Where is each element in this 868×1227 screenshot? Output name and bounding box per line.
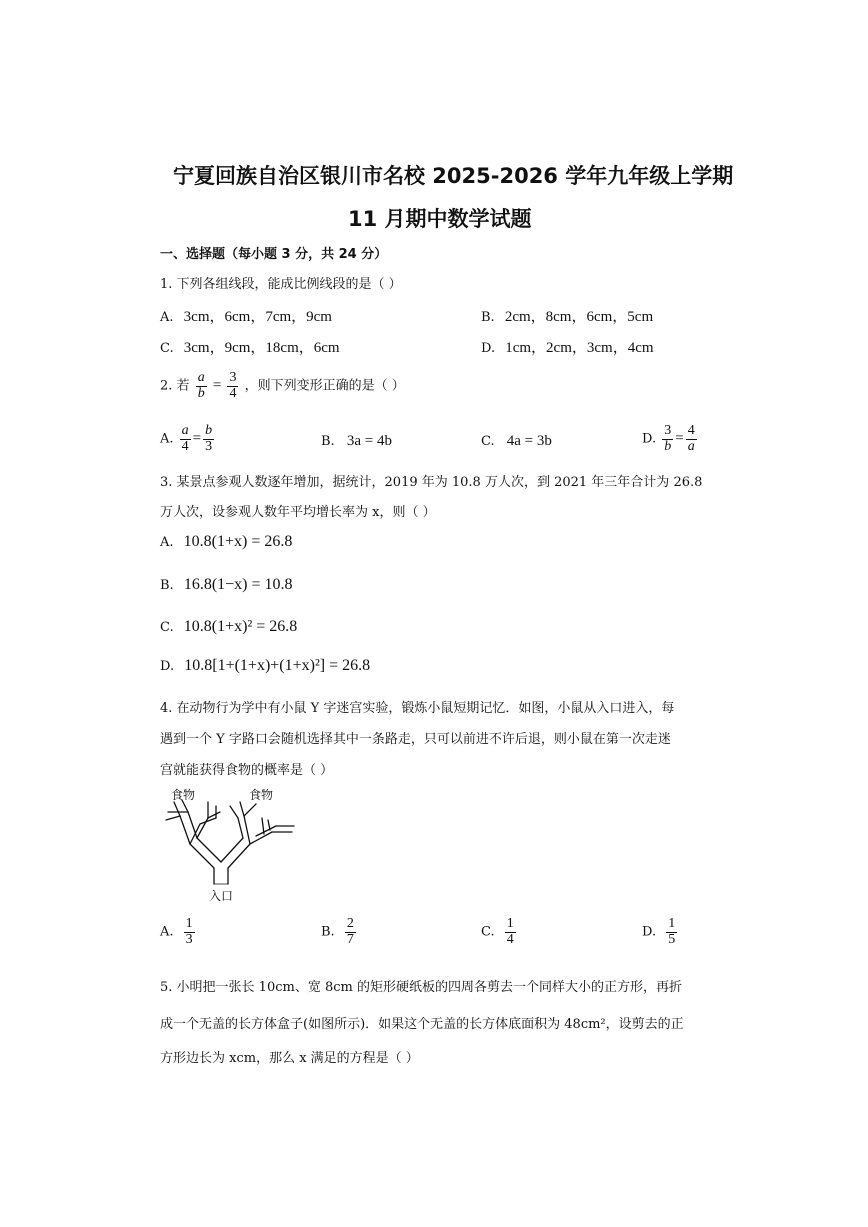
- option-label: B.: [321, 434, 335, 449]
- q4-stem-line3: 宫就能获得食物的概率是（ ）: [160, 763, 334, 778]
- option-text: 16.8(1−x) = 10.8: [183, 576, 293, 593]
- q2-option-a: A. $\frac{a}{4}$ = $\frac{b}{3}$: [160, 423, 213, 454]
- q3-stem-line2: 万人次，设参观人数年平均增长率为 x，则（ ）: [160, 505, 436, 520]
- q1-option-b: [481, 305, 653, 326]
- option-label: D.: [642, 924, 657, 940]
- q1-stem: 1. 下列各组线段，能成比例线段的是（ ）: [160, 277, 402, 292]
- q2-prefix: 2. 若: [160, 378, 190, 394]
- q2-cond-frac-a: $\frac{a}{b}$: [197, 370, 205, 401]
- q2-option-d: D. $\frac{3}{b}$ = $\frac{4}{a}$: [642, 423, 695, 454]
- q3-option-d: [160, 657, 370, 675]
- q2-suffix: ，则下列变形正确的是（ ）: [244, 378, 405, 394]
- q4-option-b: B. $\frac{2}{7}$: [321, 916, 354, 947]
- option-label: C.: [160, 620, 174, 635]
- food-label-left: 食物: [171, 788, 196, 802]
- option-label: B.: [481, 310, 495, 325]
- q2-option-c: [481, 433, 552, 450]
- food-label-right: 食物: [249, 788, 274, 802]
- entrance-label: 入口: [209, 889, 234, 903]
- q5-stem-line2: 成一个无盖的长方体盒子(如图所示)．如果这个无盖的长方体底面积为 48cm²，设剪去的正: [160, 1017, 684, 1032]
- option-label: C.: [481, 434, 495, 449]
- option-label: C.: [481, 924, 495, 940]
- option-text: 3cm，6cm，7cm，9cm: [183, 309, 332, 325]
- option-text: 10.8(1+x) = 26.8: [183, 533, 293, 550]
- section-heading: 一、选择题（每小题 3 分，共 24 分）: [160, 247, 388, 262]
- option-label: A.: [160, 535, 174, 550]
- option-text: 3a = 4b: [346, 433, 392, 449]
- q4-option-a: A. $\frac{1}{3}$: [160, 916, 193, 947]
- q4-stem-line1: 4. 在动物行为学中有小鼠 Y 字迷宫实验，锻炼小鼠短期记忆．如图，小鼠从入口进入，每: [160, 701, 675, 716]
- q2-option-b: [321, 433, 392, 450]
- q3-option-a: [160, 533, 292, 551]
- q4-stem-line2: 遇到一个 Y 字路口会随机选择其中一条路走，只可以前进不许后退，则小鼠在第一次走迷: [160, 732, 671, 747]
- option-label: B.: [160, 578, 174, 593]
- option-text: 10.8(1+x)² = 26.8: [183, 618, 298, 635]
- q1-option-c: [160, 336, 340, 357]
- option-text: 10.8[1+(1+x)+(1+x)²] = 26.8: [184, 657, 371, 674]
- q4-option-c: C. $\frac{1}{4}$: [481, 916, 514, 947]
- q2-stem: [160, 371, 405, 401]
- option-label: A.: [160, 310, 174, 325]
- option-label: A.: [160, 431, 174, 447]
- doc-title-line1: 宁夏回族自治区银川市名校 2025-2026 学年九年级上学期: [173, 164, 734, 188]
- option-label: D.: [481, 341, 496, 356]
- q5-stem-line3: 方形边长为 xcm，那么 x 满足的方程是（ ）: [160, 1051, 419, 1066]
- option-label: A.: [160, 924, 174, 940]
- option-text: 3cm，9cm，18cm，6cm: [183, 340, 340, 356]
- option-label: D.: [160, 659, 175, 674]
- q1-option-a: [160, 305, 332, 326]
- q3-option-c: [160, 618, 297, 636]
- q4-option-d: D. $\frac{1}{5}$: [642, 916, 676, 947]
- option-text: 1cm，2cm，3cm，4cm: [505, 340, 654, 356]
- q3-option-b: [160, 576, 293, 594]
- option-label: C.: [160, 341, 174, 356]
- q5-stem-line1: 5. 小明把一张长 10cm、宽 8cm 的矩形硬纸板的四周各剪去一个同样大小的正方形，再折: [160, 980, 682, 995]
- option-text: 2cm，8cm，6cm，5cm: [504, 309, 654, 325]
- option-text: 4a = 3b: [506, 433, 552, 449]
- option-label: B.: [321, 924, 335, 940]
- equals-sign: =: [212, 377, 222, 394]
- doc-title-line2: 11 月期中数学试题: [348, 207, 532, 231]
- q1-option-d: [481, 336, 654, 357]
- option-label: D.: [642, 431, 657, 447]
- q3-stem-line1: 3. 某景点参观人数逐年增加，据统计，2019 年为 10.8 万人次，到 2021 年三年合计为 26.8: [160, 475, 703, 490]
- maze-diagram: [160, 796, 300, 888]
- q2-cond-frac-b: $\frac{3}{4}$: [229, 370, 237, 401]
